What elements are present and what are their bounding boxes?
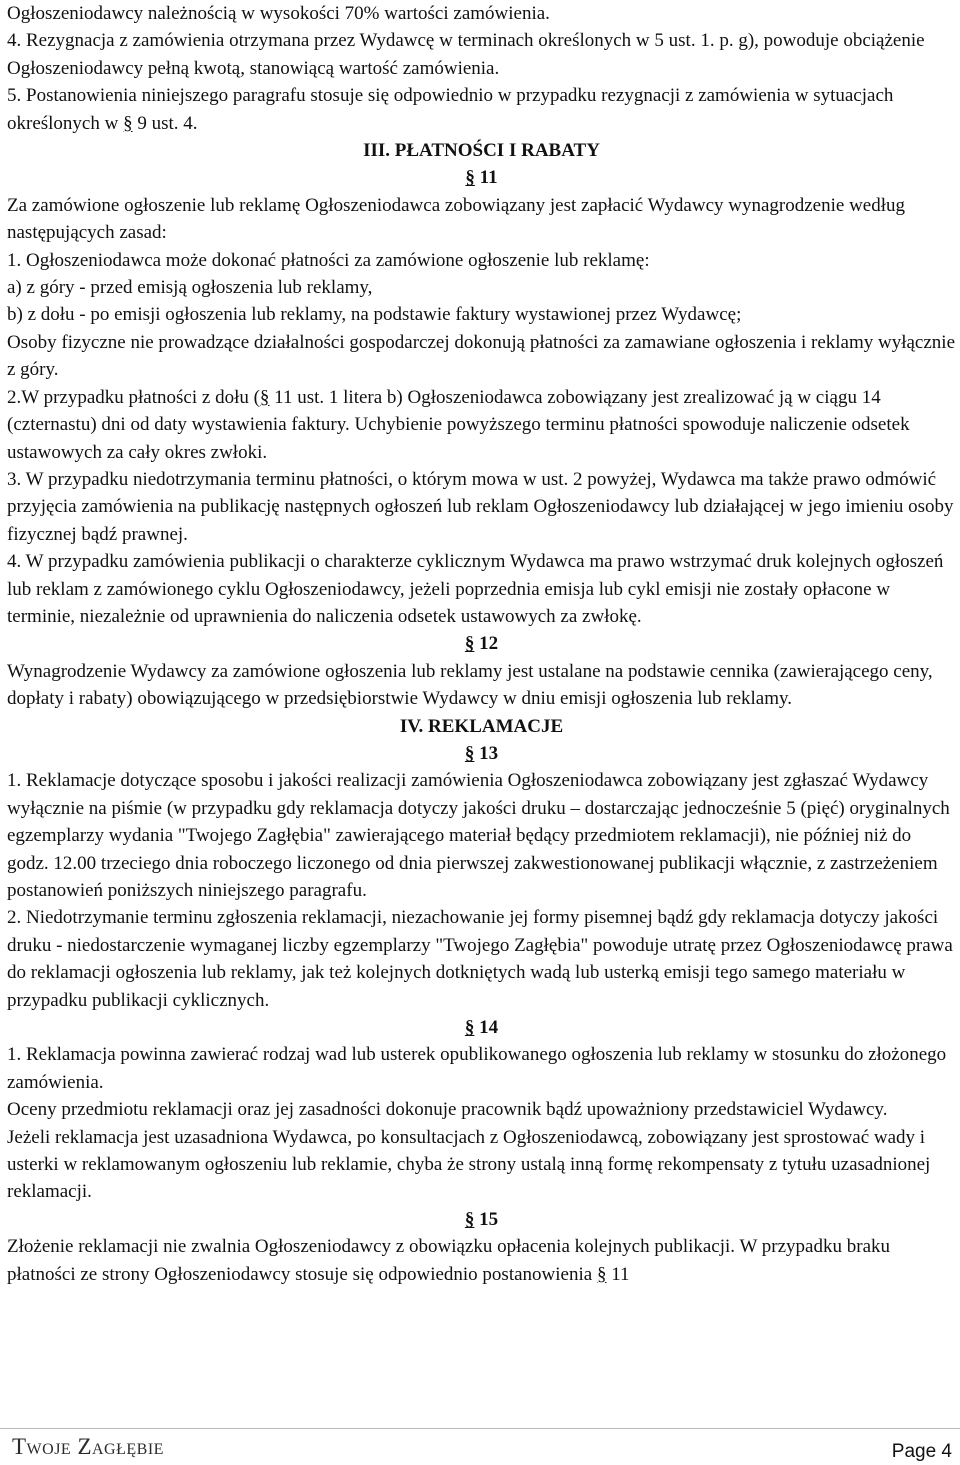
paragraph-text: 11 ust. 1 litera b) Ogłoszeniodawca zobowiązany jest zrealizować ją w ciągu 14 (czternastu) dni od daty wystawienia faktury. Uchybienie powyższego terminu płatności spowoduje naliczenie odsetek ustawowych za cały okres zwłoki. bbox=[7, 386, 910, 463]
chapter-heading: IV. REKLAMACJE bbox=[399, 715, 564, 737]
paragraph-text: 11 bbox=[606, 1263, 630, 1285]
section-symbol: § bbox=[123, 112, 133, 134]
paragraph-text: Za zamówione ogłoszenie lub reklamę Ogłoszeniodawca zobowiązany jest zapłacić Wydawcy wynagrodzenie według następujących zasad: bbox=[7, 194, 906, 244]
paragraph bbox=[7, 0, 956, 27]
paragraph-text: Jeżeli reklamacja jest uzasadniona Wydawca, po konsultacjach z Ogłoszeniodawcą, zobowiązany jest sprostować wady i usterki w reklamowanym ogłoszeniu lub reklamie, chyba że strony ustalą inną formę rekompensaty z tytułu uzasadnionej reklamacji. bbox=[7, 1126, 931, 1203]
document-body bbox=[7, 0, 956, 1288]
section-symbol: § bbox=[259, 386, 270, 408]
paragraph-text: Złożenie reklamacji nie zwalnia Ogłoszeniodawcy z obowiązku opłacenia kolejnych publikacji. W przypadku braku płatności ze strony Ogłoszeniodawcy stosuje się odpowiednio postanowienia bbox=[7, 1236, 890, 1285]
section-symbol: § bbox=[464, 633, 475, 655]
paragraph bbox=[7, 1124, 956, 1206]
paragraph-text: 4. Rezygnacja z zamówienia otrzymana przez Wydawcę w terminach określonych w 5 ust. 1. p. g), powoduje obciążenie Ogłoszeniodawcy pełną kwotą, stanowiącą wartość zamówienia. bbox=[7, 30, 925, 79]
paragraph bbox=[7, 1233, 956, 1288]
publisher-logo bbox=[12, 1433, 164, 1460]
section-number: 11 bbox=[474, 167, 498, 189]
section-symbol: § bbox=[596, 1263, 607, 1285]
paragraph-text: 2. Niedotrzymanie terminu zgłoszenia reklamacji, niezachowanie jej formy pisemnej bądź gdy reklamacja dotyczy jakości druku - niedostarczenie wymaganej liczby egzemplarzy "Twojego Zagłębia" powoduje utratę przez Ogłoszeniodawcę prawa do reklamacji ogłoszenia lub reklamy, jak też kolejnych dotkniętych wadą lub usterką emisji tego samego materiału w przypadku publikacji cyklicznych. bbox=[7, 907, 953, 1011]
paragraph bbox=[7, 82, 956, 137]
section-heading bbox=[7, 164, 956, 191]
footer-divider bbox=[0, 1428, 960, 1429]
paragraph bbox=[7, 27, 956, 82]
paragraph-text: b) z dołu - po emisji ogłoszenia lub reklamy, na podstawie faktury wystawionej przez Wydawcę; bbox=[7, 304, 742, 326]
section-number: 13 bbox=[474, 742, 499, 764]
section-symbol: § bbox=[464, 1017, 475, 1039]
paragraph-text: Wynagrodzenie Wydawcy za zamówione ogłoszenia lub reklamy jest ustalane na podstawie cennika (zawierającego ceny, dopłaty i rabaty) obowiązującego w przedsiębiorstwie Wydawcy w dniu emisji ogłoszenia lub reklamy. bbox=[7, 660, 933, 710]
paragraph-text: 1. Ogłoszeniodawca może dokonać płatności za zamówione ogłoszenie lub reklamę: bbox=[7, 249, 650, 271]
paragraph bbox=[7, 301, 956, 328]
section-heading bbox=[7, 1014, 956, 1041]
section-heading bbox=[7, 740, 956, 767]
paragraph-text: Oceny przedmiotu reklamacji oraz jej zasadności dokonuje pracownik bądź upoważniony przedstawiciel Wydawcy. bbox=[7, 1099, 888, 1121]
section-heading bbox=[7, 630, 956, 657]
paragraph bbox=[7, 466, 956, 548]
paragraph bbox=[7, 192, 956, 247]
section-symbol: § bbox=[464, 742, 475, 764]
paragraph bbox=[7, 329, 956, 384]
paragraph-text: 1. Reklamacje dotyczące sposobu i jakości realizacji zamówienia Ogłoszeniodawca zobowiązany jest zgłaszać Wydawcy wyłącznie na piśmie (w przypadku gdy reklamacja dotyczy jakości druku – dostarczając jednocześnie 5 (pięć) oryginalnych egzemplarzy wydania "Twojego Zagłębia" zawierającego materiał będący przedmiotem reklamacji), nie później niż do godz. 12.00 trzeciego dnia roboczego liczonego od dnia pierwszej zakwestionowanej publikacji włącznie, z zastrzeżeniem postanowień poniższych niniejszego paragrafu. bbox=[7, 770, 950, 901]
paragraph-text: 5. Postanowienia niniejszego paragrafu stosuje się odpowiednio w przypadku rezygnacji z zamówienia w sytuacjach określonych w bbox=[7, 85, 894, 134]
section-number: 12 bbox=[474, 633, 499, 655]
paragraph-text: 3. W przypadku niedotrzymania terminu płatności, o którym mowa w ust. 2 powyżej, Wydawca ma także prawo odmówić przyjęcia zamówienia na publikację następnych ogłoszeń lub reklam Ogłoszeniodawcy lub działającej w jego imieniu osoby fizycznej bądź prawnej. bbox=[7, 468, 954, 545]
paragraph bbox=[7, 384, 956, 466]
section-number: 14 bbox=[474, 1017, 499, 1039]
paragraph-text: Ogłoszeniodawcy należnością w wysokości 70% wartości zamówienia. bbox=[7, 3, 550, 24]
paragraph bbox=[7, 767, 956, 904]
paragraph bbox=[7, 247, 956, 274]
page-footer bbox=[0, 1428, 960, 1465]
paragraph bbox=[7, 658, 956, 713]
chapter-heading: III. PŁATNOŚCI I RABATY bbox=[363, 140, 600, 162]
paragraph bbox=[7, 548, 956, 630]
section-symbol: § bbox=[465, 167, 475, 189]
paragraph bbox=[7, 274, 956, 301]
paragraph bbox=[7, 1096, 956, 1123]
paragraph-text: 1. Reklamacja powinna zawierać rodzaj wad lub usterek opublikowanego ogłoszenia lub reklamy w stosunku do złożonego zamówienia. bbox=[7, 1044, 947, 1093]
page-number: Page 4 bbox=[891, 1441, 952, 1462]
section-heading bbox=[7, 1206, 956, 1233]
paragraph-text: Osoby fizyczne nie prowadzące działalności gospodarczej dokonują płatności za zamawiane ogłoszenia i reklamy wyłącznie z góry. bbox=[7, 331, 956, 381]
paragraph-text: 4. W przypadku zamówienia publikacji o charakterze cyklicznym Wydawca ma prawo wstrzymać druk kolejnych ogłoszeń lub reklam z zamówionego cyklu Ogłoszeniodawcy, jeżeli poprzednia emisja lub cykl emisji nie zostały opłacone w terminie, niezależnie od uprawnienia do naliczenia odsetek ustawowych za zwłokę. bbox=[7, 551, 944, 627]
section-symbol: § bbox=[464, 1208, 475, 1230]
logo-text: Twoje Zagłębie bbox=[12, 1434, 164, 1459]
paragraph-text: 9 ust. 4. bbox=[132, 112, 198, 134]
paragraph-text: a) z góry - przed emisją ogłoszenia lub reklamy, bbox=[7, 277, 373, 299]
paragraph bbox=[7, 1041, 956, 1096]
section-number: 15 bbox=[474, 1208, 499, 1230]
paragraph bbox=[7, 904, 956, 1014]
paragraph-text: 2.W przypadku płatności z dołu ( bbox=[7, 386, 260, 408]
